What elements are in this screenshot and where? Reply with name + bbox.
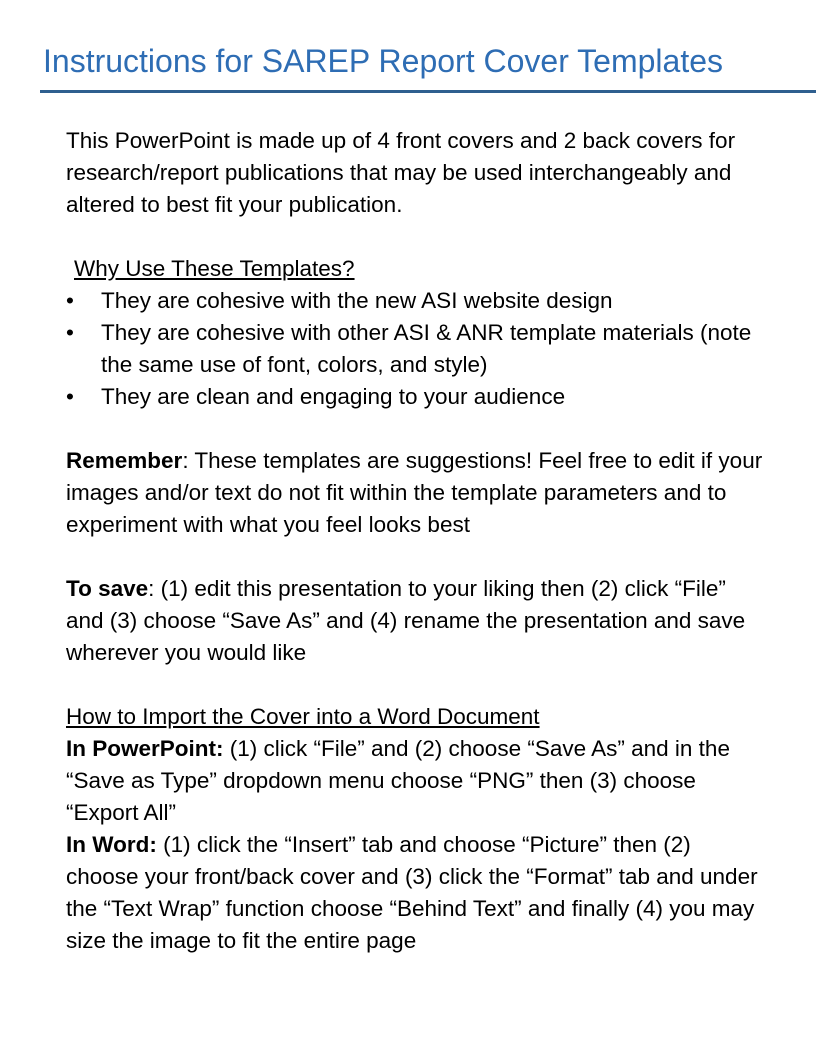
why-list [66,285,766,413]
list-item: • They are cohesive with the new ASI website design [66,285,766,317]
word-label: In Word: [66,832,157,857]
remember-label: Remember [66,448,183,473]
bullet-icon: • [66,288,74,313]
import-heading: How to Import the Cover into a Word Document [66,704,540,729]
list-item: • They are cohesive with other ASI & ANR template materials (note the same use of font, colors, and style) [66,317,766,381]
powerpoint-step: In PowerPoint: (1) click “File” and (2) choose “Save As” and in the “Save as Type” dropdown menu choose “PNG” then (3) choose “Export All” [66,736,730,825]
list-item: • They are clean and engaging to your audience [66,381,766,413]
save-label: To save [66,576,149,601]
bullet-icon: • [66,384,74,409]
why-heading: Why Use These Templates? [74,256,355,281]
title-divider [40,90,816,93]
remember-paragraph: Remember: These templates are suggestions! Feel free to edit if your images and/or text do not fit within the template parameters and to experiment with what you feel looks best [66,448,763,537]
instructions-body [66,125,766,957]
word-step: In Word: (1) click the “Insert” tab and choose “Picture” then (2) choose your front/back cover and (3) click the “Format” tab and under the “Text Wrap” function choose “Behind Text” and finally (4) you may size the image to fit the entire page [66,832,758,953]
save-paragraph: To save: (1) edit this presentation to your liking then (2) click “File” and (3) choose “Save As” and (4) rename the presentation and save wherever you would like [66,576,746,665]
bullet-icon: • [66,320,74,345]
page-title: Instructions for SAREP Report Cover Templates [43,43,723,79]
powerpoint-label: In PowerPoint: [66,736,224,761]
intro-paragraph: This PowerPoint is made up of 4 front covers and 2 back covers for research/report publications that may be used interchangeably and altered to best fit your publication. [66,128,736,217]
